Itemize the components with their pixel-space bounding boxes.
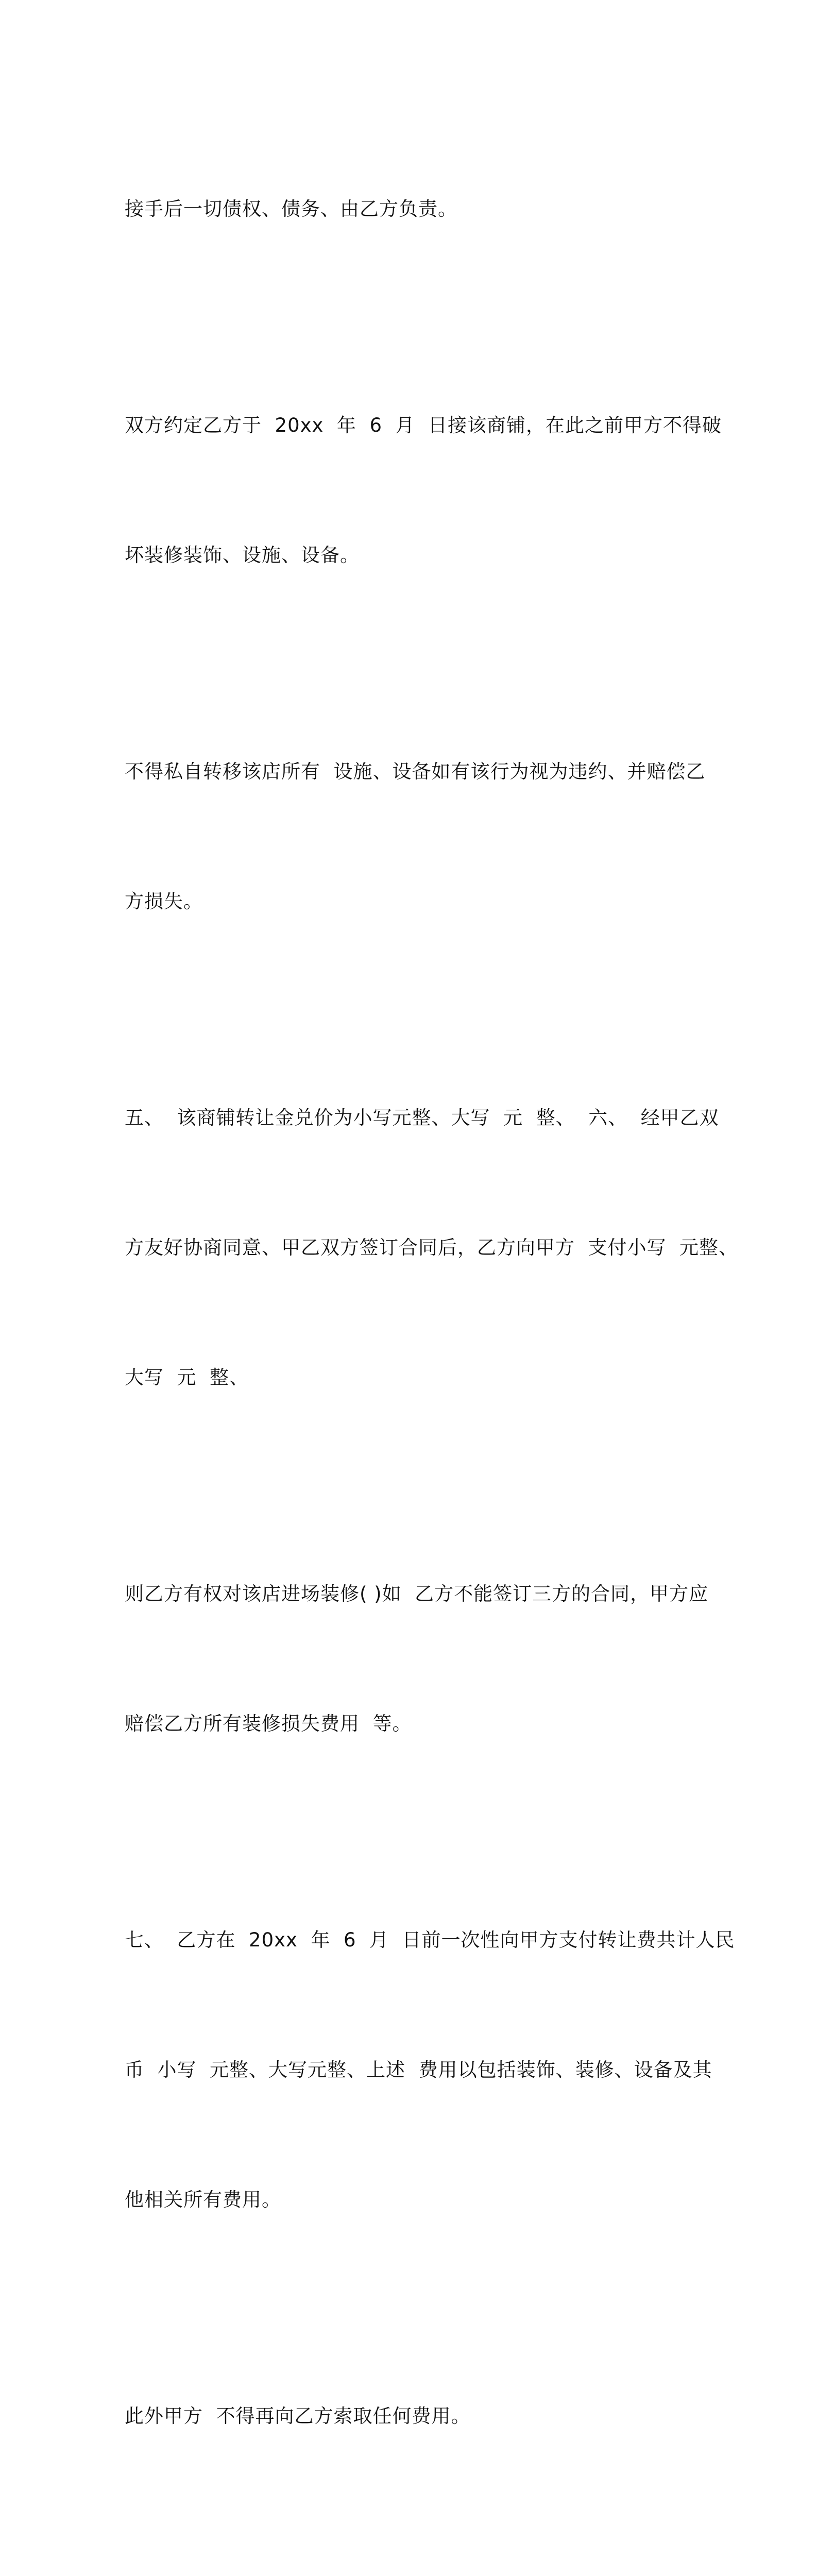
paragraph-deposit	[125, 2524, 701, 2576]
document-body	[125, 101, 739, 2576]
text-line: 方友好协商同意、甲乙双方签订合同后，乙方向甲方 支付小写 元整、	[125, 1236, 739, 1259]
paragraph-no-further-fees	[125, 2308, 701, 2524]
paragraph-handover-date	[125, 317, 722, 664]
text-line: 坏装修装饰、设施、设备。	[125, 544, 360, 566]
clause-five-six	[125, 1010, 739, 1486]
text-line: 币 小写 元整、大写元整、上述 费用以包括装饰、装修、设备及其	[125, 2059, 712, 2081]
text-line: 此外甲方 不得再向乙方索取任何费用。	[125, 2405, 471, 2427]
text-line: 方损失。	[125, 890, 203, 912]
text-line: 他相关所有费用。	[125, 2189, 281, 2211]
paragraph-renovation-rights	[125, 1486, 709, 1832]
paragraph-no-removal	[125, 664, 706, 1010]
text-line: 则乙方有权对该店进场装修( )如 乙方不能签订三方的合同，甲方应	[125, 1583, 709, 1605]
text-line: 七、 乙方在 20xx 年 6 月 日前一次性向甲方支付转让费共计人民	[125, 1929, 735, 1951]
text-line: 不得私自转移该店所有 设施、设备如有该行为视为违约、并赔偿乙	[125, 760, 706, 783]
text-line: 接手后一切债权、债务、由乙方负责。	[125, 198, 457, 220]
clause-seven	[125, 1832, 735, 2308]
text-line: 双方约定乙方于 20xx 年 6 月 日接该商铺，在此之前甲方不得破	[125, 414, 722, 436]
paragraph-debt-responsibility	[125, 101, 701, 317]
text-line: 赔偿乙方所有装修损失费用 等。	[125, 1713, 412, 1735]
text-line: 五、 该商铺转让金兑价为小写元整、大写 元 整、 六、 经甲乙双	[125, 1107, 719, 1129]
text-line: 大写 元 整、	[125, 1366, 249, 1388]
